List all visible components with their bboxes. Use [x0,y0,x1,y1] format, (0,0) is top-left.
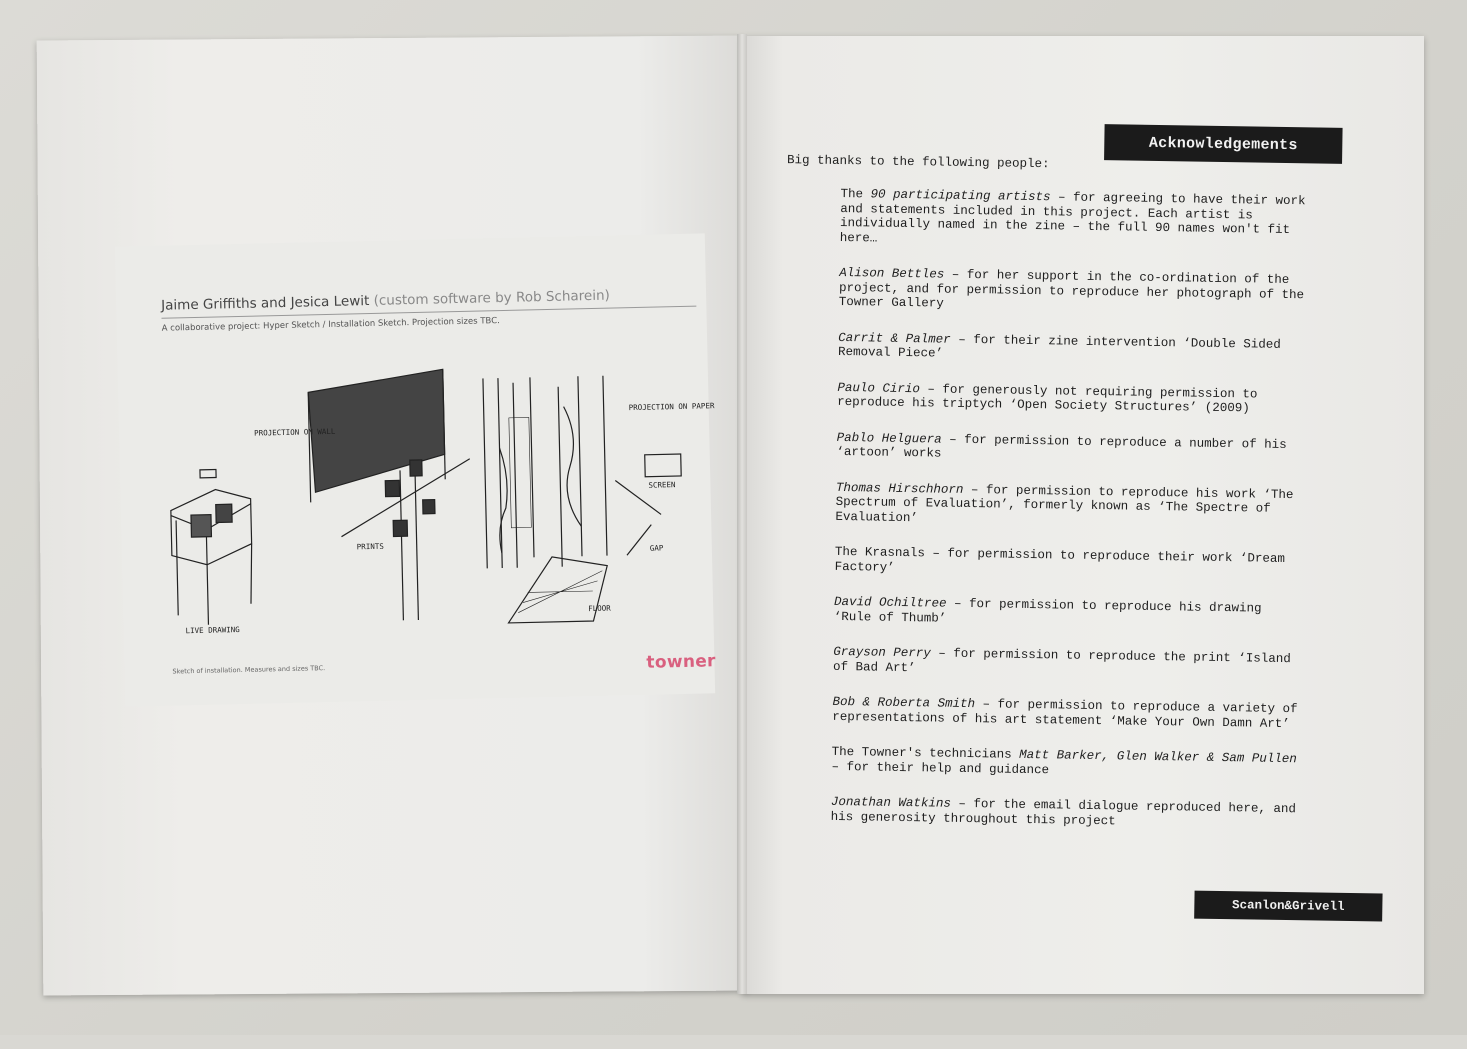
entry-prefix: The [840,187,870,201]
entry-prefix: The Krasnals [835,545,925,560]
entry-name: Alison Bettles [839,266,944,282]
entry-name: Grayson Perry [833,645,931,661]
entry-name: 90 participating artists [870,187,1050,204]
entry-text: – for permission to reproduce a number of his ‘artoon’ works [836,432,1286,460]
acknowledgement-entry [833,645,1303,681]
label-floor: FLOOR [588,604,611,614]
entry-name: Paulo Cirio [837,380,920,395]
acknowledgement-entry [835,480,1306,531]
sketch-caption: Sketch of installation. Measures and sizes TBC. [172,664,325,675]
acknowledgement-entry [831,795,1301,831]
label-projection-wall: PROJECTION ON WALL [254,427,336,438]
artist-credit: (custom software by Rob Scharein) [373,288,610,309]
entry-text: – for their zine intervention ‘Double Sided Removal Piece’ [838,332,1281,360]
entry-name: Matt Barker, Glen Walker & Sam Pullen [1019,748,1297,766]
entry-text: – for generously not requiring permission to reproduce his triptych ‘Open Society Structures’ (2009) [837,382,1257,416]
acknowledgement-entry [838,330,1308,366]
acknowledgements-heading: Acknowledgements [1104,124,1343,164]
entry-name: David Ochiltree [834,595,947,611]
acknowledgement-entry [839,266,1310,317]
entry-text: – for agreeing to have their work and statements included in this project. Each artist is individually named in the zine – the full 90 names won't fit here… [840,190,1306,245]
entry-text: – for her support in the co-ordination of the project, and for permission to reproduce her photograph of the Towner Gallery [839,268,1304,311]
acknowledgement-entry [840,187,1311,252]
artist-names: Jaime Griffiths and Jesica Lewit [161,293,369,314]
acknowledgement-entry [836,430,1306,466]
label-gap: GAP [650,543,664,552]
towner-logo: towner [646,651,716,673]
acknowledgement-entry [832,695,1302,731]
acknowledgement-entry [837,380,1307,416]
entry-text: – for the email dialogue reproduced here, and his generosity throughout this project [831,797,1296,828]
acknowledgement-entry [834,595,1304,631]
signature-badge: Scanlon&Grivell [1194,891,1382,922]
entry-text: – for permission to reproduce his drawing ‘Rule of Thumb’ [834,597,1262,625]
label-prints: PRINTS [357,542,385,552]
entry-text: – for permission to reproduce a variety of representations of his art statement ‘Make Your Own Damn Art’ [832,697,1297,730]
acknowledgement-list [830,187,1310,852]
artist-subtitle: A collaborative project: Hyper Sketch / Installation Sketch. Projection sizes TBC. [162,316,500,334]
label-live-drawing: LIVE DRAWING [185,625,240,635]
entry-text: – for permission to reproduce their work ‘Dream Factory’ [835,546,1285,574]
label-screen: SCREEN [648,480,675,490]
entry-name: Thomas Hirschhorn [836,480,964,496]
entry-text: – for their help and guidance [831,759,1049,776]
acknowledgement-entry [831,745,1301,781]
entry-name: Pablo Helguera [837,430,942,446]
intro-text: Big thanks to the following people: [787,153,1050,171]
entry-text: – for permission to reproduce the print ‘Island of Bad Art’ [833,646,1291,674]
acknowledgement-entry [835,545,1305,581]
entry-name: Jonathan Watkins [831,795,951,811]
entry-name: Carrit & Palmer [838,330,951,346]
entry-text: – for permission to reproduce his work ‘The Spectrum of Evaluation’, formerly known as ‘The Spectre of Evaluation’ [835,482,1293,524]
label-projection-paper: PROJECTION ON PAPER [629,401,715,412]
entry-name: Bob & Roberta Smith [832,695,975,711]
entry-prefix: The Towner's technicians [832,745,1020,762]
